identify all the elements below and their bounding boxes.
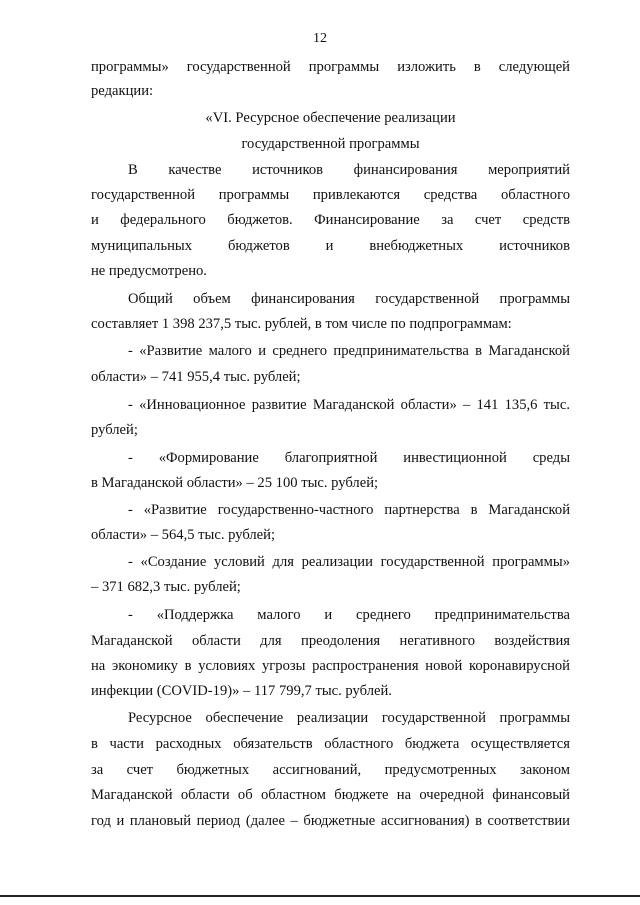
list-item-line: - «Развитие малого и среднего предпринимательства в Магаданской — [128, 343, 570, 359]
text-line: В качестве источников финансирования мероприятий — [128, 162, 570, 178]
list-item-line: - «Поддержка малого и среднего предпринимательства — [128, 607, 570, 623]
page-number: 12 — [313, 31, 327, 46]
list-item-line: рублей; — [91, 422, 138, 438]
text-line: за счет бюджетных ассигнований, предусмотренных законом — [91, 762, 570, 778]
list-item-line: - «Создание условий для реализации государственной программы» — [128, 554, 570, 570]
text-line: программы» государственной программы изложить в следующей — [91, 59, 570, 75]
list-item-line: – 371 682,3 тыс. рублей; — [91, 579, 241, 595]
section-heading-line: государственной программы — [241, 136, 420, 152]
list-item-line: области» – 741 955,4 тыс. рублей; — [91, 369, 301, 385]
text-line: Ресурсное обеспечение реализации государственной программы — [128, 710, 570, 726]
list-item-line: - «Инновационное развитие Магаданской области» – 141 135,6 тыс. — [128, 397, 570, 413]
list-item-line: Магаданской области для преодоления негативного воздействия — [91, 633, 570, 649]
text-line: год и плановый период (далее – бюджетные ассигнования) в соответствии — [91, 813, 570, 829]
list-item-line: инфекции (COVID-19)» – 117 799,7 тыс. рублей. — [91, 683, 392, 699]
list-item-line: - «Развитие государственно-частного партнерства в Магаданской — [128, 502, 570, 518]
text-line: редакции: — [91, 83, 154, 99]
text-line: Общий объем финансирования государственной программы — [128, 291, 570, 307]
list-item-line: в Магаданской области» – 25 100 тыс. рублей; — [91, 475, 379, 491]
text-line: составляет 1 398 237,5 тыс. рублей, в том числе по подпрограммам: — [91, 316, 512, 332]
list-item-line: области» – 564,5 тыс. рублей; — [91, 527, 276, 543]
list-item-line: на экономику в условиях угрозы распространения новой коронавирусной — [91, 658, 570, 674]
text-line: в части расходных обязательств областного бюджета осуществляется — [91, 736, 570, 752]
section-heading-line: «VI. Ресурсное обеспечение реализации — [205, 110, 456, 126]
text-line: государственной программы привлекаются средства областного — [91, 187, 570, 203]
page-bottom-edge — [0, 895, 640, 897]
list-item-line: - «Формирование благоприятной инвестиционной среды — [128, 450, 570, 466]
text-line: не предусмотрено. — [91, 263, 207, 279]
text-line: Магаданской области об областном бюджете на очередной финансовый — [91, 787, 570, 803]
text-line: и федерального бюджетов. Финансирование за счет средств — [91, 212, 570, 228]
text-line: муниципальных бюджетов и внебюджетных источников — [91, 238, 570, 254]
